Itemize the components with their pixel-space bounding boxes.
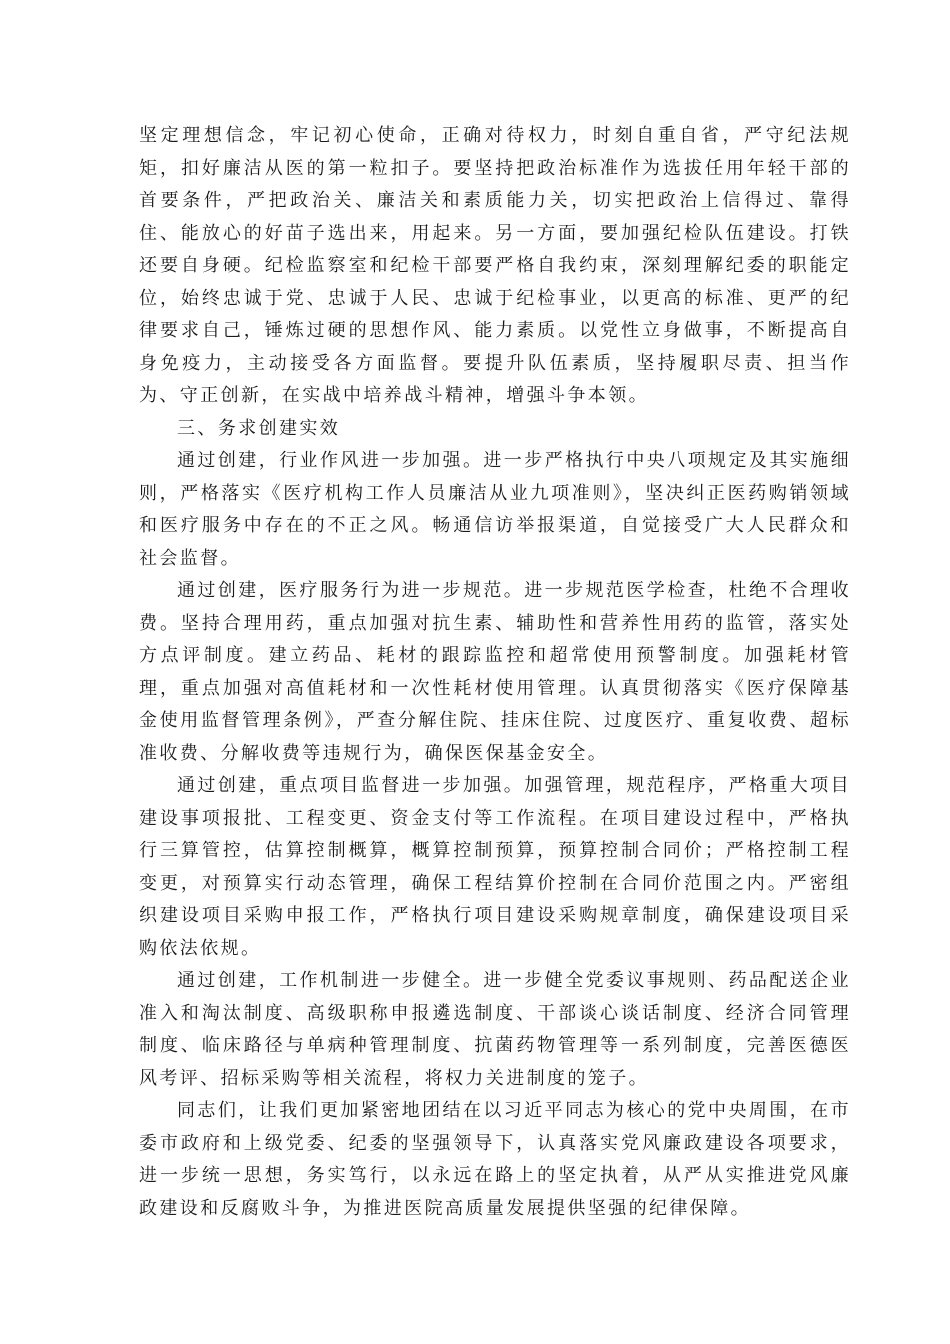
paragraph-industry-style: 通过创建，行业作风进一步加强。进一步严格执行中央八项规定及其实施细则，严格落实《医疗机构工作人员廉洁从业九项准则》，坚决纠正医药购销领域和医疗服务中存在的不正之风。畅通信访举报渠道，自觉接受广大人民群众和社会监督。 <box>139 450 851 569</box>
paragraph-continuation: 坚定理想信念，牢记初心使命，正确对待权力，时刻自重自省，严守纪法规矩，扣好廉洁从医的第一粒扣子。要坚持把政治标准作为选拔任用年轻干部的首要条件，严把政治关、廉洁关和素质能力关，切实把政治上信得过、靠得住、能放心的好苗子选出来，用起来。另一方面，要加强纪检队伍建设。打铁还要自身硬。纪检监察室和纪检干部要严格自我约束，深刻理解纪委的职能定位，始终忠诚于党、忠诚于人民、忠诚于纪检事业，以更高的标准、更严的纪律要求自己，锤炼过硬的思想作风、能力素质。以党性立身做事，不断提高自身免疫力，主动接受各方面监督。要提升队伍素质，坚持履职尽责、担当作为、守正创新，在实战中培养战斗精神，增强斗争本领。 <box>139 125 851 406</box>
paragraph-project-supervision: 通过创建，重点项目监督进一步加强。加强管理，规范程序，严格重大项目建设事项报批、工程变更、资金支付等工作流程。在项目建设过程中，严格执行三算管控，估算控制概算，概算控制预算，预算控制合同价；严格控制工程变更，对预算实行动态管理，确保工程结算价控制在合同价范围之内。严密组织建设项目采购申报工作，严格执行项目建设采购规章制度，确保建设项目采购依法依规。 <box>139 775 851 959</box>
paragraph-medical-service: 通过创建，医疗服务行为进一步规范。进一步规范医学检查，杜绝不合理收费。坚持合理用药，重点加强对抗生素、辅助性和营养性用药的监管，落实处方点评制度。建立药品、耗材的跟踪监控和超常使用预警制度。加强耗材管理，重点加强对高值耗材和一次性耗材使用管理。认真贯彻落实《医疗保障基金使用监督管理条例》，严查分解住院、挂床住院、过度医疗、重复收费、超标准收费、分解收费等违规行为，确保医保基金安全。 <box>139 580 851 764</box>
paragraph-closing: 同志们，让我们更加紧密地团结在以习近平同志为核心的党中央周围，在市委市政府和上级党委、纪委的坚强领导下，认真落实党风廉政建设各项要求，进一步统一思想，务实笃行，以永远在路上的坚定执着，从严从实推进党风廉政建设和反腐败斗争，为推进医院高质量发展提供坚强的纪律保障。 <box>139 1100 851 1219</box>
section-heading: 三、务求创建实效 <box>177 417 341 439</box>
paragraph-work-mechanism: 通过创建，工作机制进一步健全。进一步健全党委议事规则、药品配送企业准入和淘汰制度、高级职称申报遴选制度、干部谈心谈话制度、经济合同管理制度、临床路径与单病种管理制度、抗菌药物管理等一系列制度，完善医德医风考评、招标采购等相关流程，将权力关进制度的笼子。 <box>139 970 851 1089</box>
document-body <box>139 120 851 1225</box>
